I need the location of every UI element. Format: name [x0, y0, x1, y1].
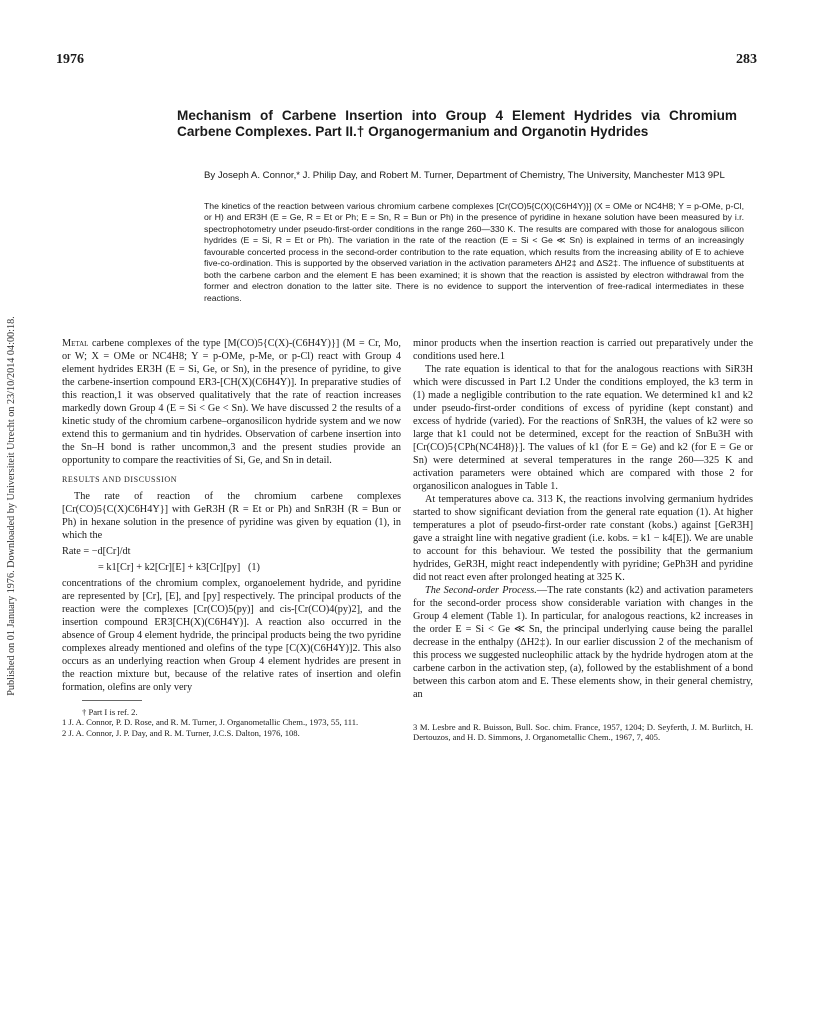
- intro-paragraph: [62, 337, 401, 467]
- footnote-dagger: † Part I is ref. 2.: [82, 707, 138, 717]
- page-number-left: 1976: [56, 52, 84, 67]
- footnote-1: 1 J. A. Connor, P. D. Rose, and R. M. Turner, J. Organometallic Chem., 1973, 55, 111.: [62, 717, 359, 728]
- right-paragraph-1: minor products when the insertion reaction is carried out preparatively under the conditions used here.1: [413, 338, 753, 362]
- publication-sidebar-note: Published on 01 January 1976. Downloaded by Universiteit Utrecht on 23/10/2014 04:00:18.: [6, 316, 17, 696]
- rate-equation-line-1: Rate = −d[Cr]/dt: [62, 546, 131, 557]
- abstract: The kinetics of the reaction between various chromium carbene complexes [Cr(CO)5{C(X)(C6H4Y)}] (X = OMe or NC4H8; Y = p-OMe, p-Cl, or H) and ER3H (E = Ge, R = Et or Ph; E = Sn, R = Bun or Ph) in the presence of pyridine in hexane solution have been measured by i.r. spectrophotometry under pseudo-first-order conditions in the range 260—330 K. The results are compared with those for analogous silicon hydrides (E = Si, R = Et or Ph). The variation in the rate of the reaction (E = Si < Ge ≪ Sn) is explained in terms of an increasingly favourable concerted process in the second-order contribution to the rate equation, which results from the increasing ability of E to achieve five-co-ordination. This is supported by the observed variation in the activation parameters ΔH2‡ and ΔS2‡. The influence of substituents at both the carbene carbon and the element E has been examined; it is shown that the reaction is assisted by electron withdrawal from the former and electron donation to the latter site. There is no evidence to support the intervention of free-radical intermediates in these reactions.: [204, 201, 744, 303]
- right-paragraph-4: [413, 584, 753, 701]
- intro-text: carbene complexes of the type [M(CO)5{C(X)-(C6H4Y)}] (M = Cr, Mo, or W; X = OMe or NC4H8; Y = p-OMe, p-Me, or p-Cl) react with Group 4 element hydrides ER3H (E = Si, Ge, or Sn), in the presence of pyridine, to give the carbene-insertion compound ER3-[CH(X)(C6H4Y)]. In preparative studies of this reaction,1 it was observed qualitatively that the rate of reaction increases markedly down Group 4 (E = Si < Ge < Sn). We have discussed 2 the results of a kinetic study of the chromium carbene–organosilicon hydride system and we now extend this to germanium and tin hydrides. Observation of carbene insertion into the Sn–H bond is rather uncommon,3 and the present studies provide an opportunity to compare the reactivities of Si, Ge, and Sn in detail.: [62, 338, 401, 466]
- page-number-right: 283: [736, 52, 757, 67]
- footnote-3: 3 M. Lesbre and R. Buisson, Bull. Soc. chim. France, 1957, 1204; D. Seyferth, J. M. Burlitch, H. Dertouzos, and H. D. Simmons, J. Organometallic Chem., 1967, 7, 405.: [413, 722, 753, 743]
- article-title: Mechanism of Carbene Insertion into Group 4 Element Hydrides via Chromium Carbene Complexes. Part II.† Organogermanium and Organotin Hydrides: [177, 108, 737, 139]
- second-order-subheading: The Second-order Process.: [425, 585, 537, 596]
- second-order-text: —The rate constants (k2) and activation parameters for the second-order process show considerable variation with changes in the Group 4 element (Table 1). In particular, for analogous reactions, k2 increases in the order E = Si < Ge ≪ Sn, the principal underlying cause being the parallel decrease in the enthalpy (ΔH2‡). In our earlier discussion 2 of the mechanism of this process we suggested nucleophilic attack by the hydride hydrogen atom at the carbene carbon in the activation step, (a), followed by the establishment of a bond between this carbon atom and E. These elements show, in their general chemistry, an: [413, 585, 753, 700]
- right-column: [413, 337, 753, 743]
- left-column: [62, 337, 401, 738]
- rate-equation-line-2: = k1[Cr] + k2[Cr][E] + k3[Cr][py] (1): [98, 562, 260, 573]
- intro-lead-word: Metal: [62, 338, 89, 349]
- section-heading: RESULTS AND DISCUSSION: [62, 475, 178, 484]
- right-paragraph-3: At temperatures above ca. 313 K, the reactions involving germanium hydrides started to show significant deviation from the general rate equation (1). At higher temperatures a plot of pseudo-first-order rate constant (kobs.) against [GeR3H] gave a straight line with negative gradient (i.e. kobs. = k1 − k4[E]). We are unable to account for this behaviour. We tested the possibility that the germanium hydrides, GeR3H, might react independently with pyridine; GePh3H and pyridine did not react even after prolonged heating at 325 K.: [413, 494, 753, 583]
- footnote-2: 2 J. A. Connor, J. P. Day, and R. M. Turner, J.C.S. Dalton, 1976, 108.: [62, 727, 300, 738]
- concentrations-paragraph: concentrations of the chromium complex, organoelement hydride, and pyridine are represented by [Cr], [E], and [py] respectively. The principal products of the reaction were the complexes [Cr(CO)5(py)] and cis-[Cr(CO)4(py)2], and the insertion compound ER3[CH(X)(C6H4Y)]. A reaction also occurred in the absence of Group 4 element hydride, the principal products being the two pyridine complexes already mentioned and olefins of the type [C(X)(C6H4Y)]2. This also occurs as an underlying reaction when Group 4 element hydrides are present in the reaction mixture but, because of the relative rates of insertion and olefin formation, olefins are only very: [62, 578, 401, 693]
- author-line: By Joseph A. Connor,* J. Philip Day, and Robert M. Turner, Department of Chemistry, The University, Manchester M13 9PL: [204, 170, 725, 181]
- right-paragraph-2: The rate equation is identical to that for the analogous reactions with SiR3H which were discussed in Part I.2 Under the conditions employed, the k3 term in (1) made a negligible contribution to the rate equation. We determined k1 and k2 under pseudo-first-order conditions of excess of pyridine (kept constant) and excess of hydride (varied). For the reactions of SnR3H, the values of k2 were so large that k1 could not be determined, except for the reaction of SnBu3H with [Cr(CO)5{CPh(NC4H8)}]. The values of k1 (for E = Ge) and k2 (for E = Ge or Sn) were determined at several temperatures in the range 260—325 K and activation parameters were obtained which are compared with those 2 for organosilicon analogues in Table 1.: [413, 364, 753, 492]
- footnote-rule: [82, 700, 142, 701]
- results-paragraph: The rate of reaction of the chromium carbene complexes [Cr(CO)5{C(X)C6H4Y}] with GeR3H (R = Et or Ph) and SnR3H (R = Bun or Ph) in hexane solution in the presence of pyridine was given by equation (1), in which the: [62, 491, 401, 541]
